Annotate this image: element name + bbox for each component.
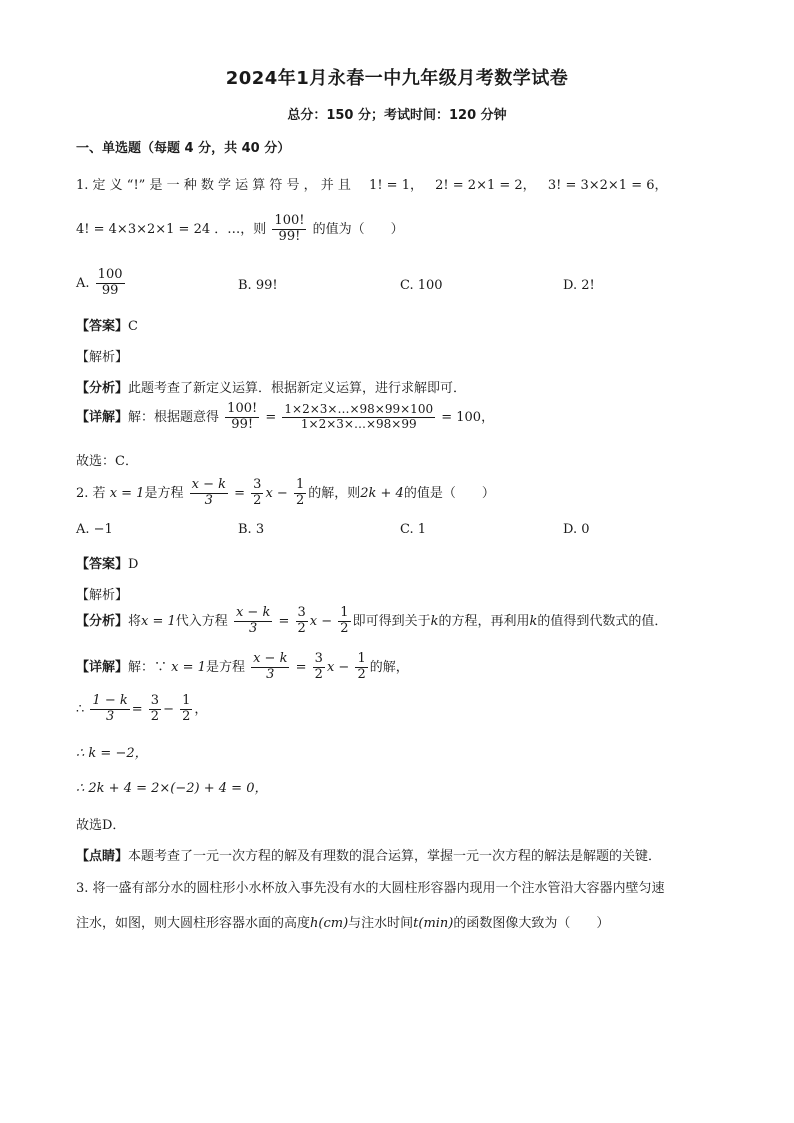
q2-xiangjie-tag: 【详解】 xyxy=(76,659,129,675)
q2-step1-frac2-num: 3 xyxy=(150,693,160,708)
q2-frac2 xyxy=(251,478,263,509)
q2-xiangjie-frac2 xyxy=(313,652,325,683)
q3-line2-post: 的函数图像大致为（ ） xyxy=(453,916,610,931)
q1-conclusion: 故选：C． xyxy=(76,454,138,469)
q1-option-d[interactable]: D. 2! xyxy=(563,278,595,293)
q2-xiangjie-frac1-den: 3 xyxy=(266,666,275,682)
q1-xiangjie-frac2-num: 1×2×3×…×98×99×100 xyxy=(284,402,434,417)
q1-tail: 的值为（ ） xyxy=(312,221,404,237)
q2-fenxi-k2: k xyxy=(529,613,538,629)
q2-frac2-den: 2 xyxy=(253,492,262,508)
q2-cond: x = 1 xyxy=(109,485,145,501)
q1-eq4: 4! = 4×3×2×1 = 24 xyxy=(76,221,211,237)
q2-dianjing-tag: 【点睛】 xyxy=(76,849,129,864)
exam-title: 2024年1月永春一中九年级月考数学试卷 xyxy=(225,68,569,89)
q1-xiangjie-result: = 100， xyxy=(441,409,495,425)
q2-fenxi-frac2 xyxy=(296,606,308,637)
q1-fraction-den: 99! xyxy=(278,228,301,244)
q2-option-c[interactable]: C. 1 xyxy=(400,522,427,537)
q2-step1-frac xyxy=(90,694,129,725)
q2-conclusion: 故选D． xyxy=(76,818,126,833)
q1-option-c[interactable]: C. 100 xyxy=(400,278,443,293)
q2-pre: 2. 若 xyxy=(76,485,106,501)
q1-option-a-num: 100 xyxy=(97,267,123,282)
section-heading: 一、单选题（每题 4 分，共 40 分） xyxy=(76,141,291,156)
q2-xiangjie-frac3 xyxy=(355,652,367,683)
q2-frac2-num: 3 xyxy=(253,477,262,492)
q2-fenxi-frac3 xyxy=(338,606,350,637)
q1-xiangjie-frac2 xyxy=(282,403,435,432)
q2-fenxi-frac2-num: 3 xyxy=(297,605,306,620)
q1-xiangjie-frac2-den: 1×2×3×…×98×99 xyxy=(300,416,417,431)
q2-expr: 2k + 4 xyxy=(360,485,404,501)
q2-step1-frac3-num: 1 xyxy=(182,693,191,708)
q2-fenxi-post1: 即可得到关于 xyxy=(352,613,431,629)
q2-frac3-den: 2 xyxy=(295,492,305,508)
q2-xiangjie-pre: 解：∵ xyxy=(128,659,168,675)
q2-option-d[interactable]: D. 0 xyxy=(563,522,590,537)
q2-frac1-den: 3 xyxy=(204,492,213,508)
q3-line2-pre: 注水，如图，则大圆柱形容器水面的高度 xyxy=(76,916,311,931)
q1-option-b[interactable]: B. 99! xyxy=(238,278,278,293)
q2-tail: 的值是（ ） xyxy=(403,485,495,501)
q1-xiangjie-frac1-den: 99! xyxy=(231,416,254,432)
q2-answer-tag: 【答案】 xyxy=(76,557,129,572)
q2-frac1-num: x − k xyxy=(191,477,226,492)
q2-fenxi-k1: k xyxy=(430,613,439,629)
q2-fenxi-mid: 代入方程 xyxy=(175,613,228,629)
q2-fenxi-frac1-num: x − k xyxy=(235,605,271,620)
q2-fenxi-tag: 【分析】 xyxy=(76,613,129,629)
q1-eq2: 2! = 2×1 = 2 xyxy=(435,178,523,193)
q1-line2 xyxy=(76,214,404,245)
q2-fenxi-minus-x: x − xyxy=(309,613,333,629)
q2-step1-eq: = xyxy=(131,701,143,717)
q2-fenxi-frac1 xyxy=(234,606,272,637)
q1-option-a-den: 99 xyxy=(101,282,119,298)
q3-line2-mid: 与注水时间 xyxy=(348,916,414,931)
q1-jiexi: 【解析】 xyxy=(76,350,129,365)
q2-fenxi-frac3-num: 1 xyxy=(340,605,349,620)
q1-fenxi-tag: 【分析】 xyxy=(76,381,129,396)
q1-stem-text: 1. 定 义 “!” 是 一 种 数 学 运 算 符 号 ， 并 且 xyxy=(76,178,351,193)
q2-xiangjie-cond: x = 1 xyxy=(171,659,206,675)
q2-xiangjie-frac3-den: 2 xyxy=(357,666,366,682)
q2-option-b[interactable]: B. 3 xyxy=(238,522,265,537)
q2-fenxi-frac1-den: 3 xyxy=(249,620,258,636)
q1-eq3: 3! = 3×2×1 = 6 xyxy=(547,178,655,193)
q1-option-a[interactable] xyxy=(76,268,127,299)
q1-answer-tag: 【答案】 xyxy=(76,319,129,334)
q2-xiangjie-frac2-num: 3 xyxy=(314,651,323,666)
q2-answer-value: D xyxy=(128,557,139,572)
q2-xiangjie-frac3-num: 1 xyxy=(357,651,366,666)
q2-fenxi-cond: x = 1 xyxy=(141,613,176,629)
q1-option-a-fraction xyxy=(96,268,125,299)
q2-xiangjie-post: 的解， xyxy=(369,659,409,675)
q2-frac3 xyxy=(294,478,306,509)
q2-minus-x: x − xyxy=(265,485,288,501)
q3-line1: 3. 将一盛有部分水的圆柱形小水杯放入事先没有水的大圆柱形容器内现用一个注水管沿大容器内壁匀速 xyxy=(76,881,665,896)
q2-step1-frac2 xyxy=(149,694,161,725)
q2-step3: ∴ 2k + 4 = 2×(−2) + 4 = 0， xyxy=(76,781,268,796)
q2-fenxi-frac2-den: 2 xyxy=(297,620,306,636)
q2-step1-pre: ∴ xyxy=(76,701,85,717)
q1-option-a-label: A. xyxy=(76,275,90,291)
q1-answer-value: C xyxy=(128,319,138,334)
q2-options xyxy=(76,522,716,542)
q2-xiangjie-mid: 是方程 xyxy=(205,659,245,675)
q2-step2: ∴ k = −2， xyxy=(76,746,148,761)
q1-eq1: 1! = 1 xyxy=(369,178,410,193)
q2-xiangjie-frac2-den: 2 xyxy=(314,666,323,682)
q2-fenxi-post3: 的值得到代数式的值． xyxy=(537,613,668,629)
q1-options xyxy=(76,268,716,308)
q2-jiexi: 【解析】 xyxy=(76,588,129,603)
q2-stem: 2. 若 x = 1是方程 $\frac{x - k}{3}$ = $\frac{3}{2}$ x − $\frac{1}{2}$ 的解，则2k + 4的值是（ ） xyxy=(76,477,495,508)
q1-fenxi-text: 此题考查了新定义运算．根据新定义运算，进行求解即可． xyxy=(128,381,467,396)
q2-xiangjie-minus-x: x − xyxy=(326,659,350,675)
q2-dianjing xyxy=(76,845,661,864)
q1-xiangjie: 【详解】解：根据题意得 $\frac{100!}{99!}$ = $\frac{1\times 2\times 3\times\dots\times 98\times 99\times 100}{1\times 2\times 3\times\dots\times 98\times 99}$ = 100， xyxy=(76,401,495,432)
q3-h-var: h(cm) xyxy=(310,916,349,931)
q1-xiangjie-frac1-num: 100! xyxy=(227,401,258,416)
exam-subtitle: 总分：150 分；考试时间：120 分钟 xyxy=(287,108,507,123)
q2-fenxi-post2: 的方程，再利用 xyxy=(438,613,530,629)
q2-frac3-num: 1 xyxy=(295,477,305,492)
q3-t-var: t(min) xyxy=(413,916,454,931)
q1-xiangjie-frac1 xyxy=(225,402,259,433)
q2-option-a[interactable]: A. −1 xyxy=(76,522,113,537)
q2-fenxi: 【分析】将x = 1代入方程 $\frac{x - k}{3}$ = $\frac{3}{2}$ x − $\frac{1}{2}$ 即可得到关于k的方程，再利用k的值得到代数式的值． xyxy=(76,605,668,636)
q2-answer xyxy=(76,553,138,572)
q2-step1-tail: ， xyxy=(194,701,208,717)
q1-xiangjie-tag: 【详解】 xyxy=(76,409,129,425)
q2-step1-den: 3 xyxy=(105,708,115,724)
q1-line1: 1. 定 义 “!” 是 一 种 数 学 运 算 符 号 ， 并 且 1! = 1， 2! = 2×1 = 2， 3! = 3×2×1 = 6， xyxy=(76,178,668,193)
q2-xiangjie-frac1 xyxy=(251,652,289,683)
q2-dianjing-text: 本题考查了一元一次方程的解及有理数的混合运算，掌握一元一次方程的解法是解题的关键． xyxy=(128,849,662,864)
q2-frac1 xyxy=(190,478,228,509)
q2-step1-frac3-den: 2 xyxy=(182,708,191,724)
q2-step1-frac2-den: 2 xyxy=(150,708,160,724)
q2-step1-frac3 xyxy=(180,694,192,725)
q1-fenxi xyxy=(76,377,466,396)
q2-xiangjie: 【详解】解：∵ x = 1是方程 $\frac{x - k}{3}$ = $\frac{3}{2}$ x − $\frac{1}{2}$ 的解， xyxy=(76,651,409,682)
q1-answer xyxy=(76,315,138,334)
q2-fenxi-frac3-den: 2 xyxy=(340,620,349,636)
q2-mid: 是方程 xyxy=(144,485,184,501)
q1-fraction-num: 100! xyxy=(274,213,305,228)
q3-line2 xyxy=(76,912,609,931)
q2-step1-num: 1 − k xyxy=(92,693,128,708)
q2-post: 的解，则 xyxy=(308,485,361,501)
q2-xiangjie-frac1-num: x − k xyxy=(253,651,288,666)
q1-fraction xyxy=(272,214,306,245)
q1-xiangjie-pre: 解：根据题意得 xyxy=(128,409,220,425)
q1-dots: ．…，则 xyxy=(214,221,267,237)
q2-fenxi-pre: 将 xyxy=(128,613,142,629)
q2-step1: ∴ $\frac{1 - k}{3}$ = $\frac{3}{2}$ − $\frac{1}{2}$ ， xyxy=(76,693,208,724)
